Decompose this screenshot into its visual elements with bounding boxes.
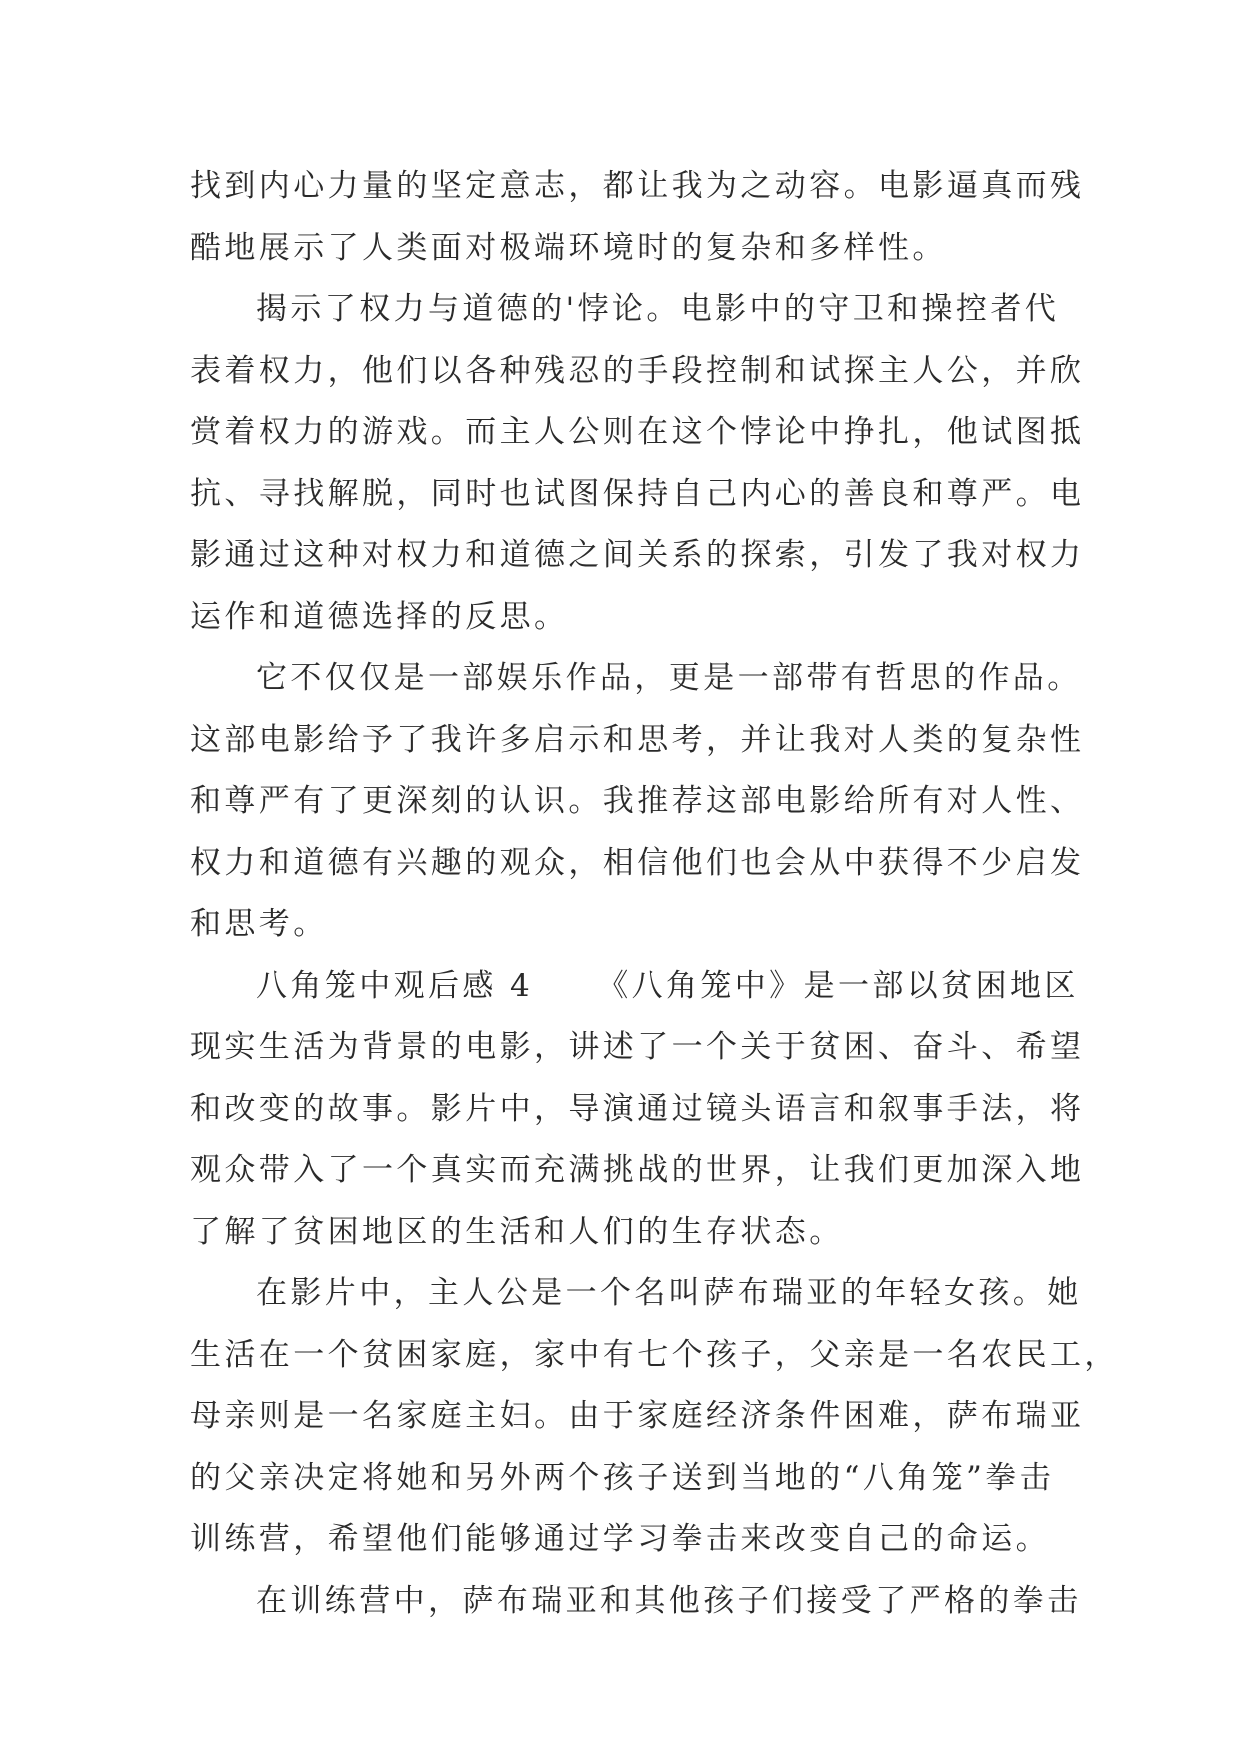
section-heading-rest: 《八角笼中》是一部以贫困地区: [597, 967, 1079, 1004]
text-line: 和尊严有了更深刻的认识。我推荐这部电影给所有对人性、: [190, 783, 1085, 819]
text-line: 在训练营中，萨布瑞亚和其他孩子们接受了严格的拳击: [256, 1582, 1082, 1619]
text-line: 这部电影给予了我许多启示和思考，并让我对人类的复杂性: [190, 721, 1085, 758]
text-line: 抗、寻找解脱，同时也试图保持自己内心的善良和尊严。电: [190, 475, 1085, 512]
text-line: 影通过这种对权力和道德之间关系的探索，引发了我对权力: [190, 537, 1085, 573]
text-line: 生活在一个贫困家庭，家中有七个孩子，父亲是一名农民工，: [190, 1336, 1119, 1373]
text-line: 表着权力，他们以各种残忍的手段控制和试探主人公，并欣: [190, 352, 1085, 389]
section-heading: 八角笼中观后感 4: [256, 967, 534, 1004]
text-line: 和思考。: [190, 906, 328, 942]
text-line: 权力和道德有兴趣的观众，相信他们也会从中获得不少启发: [190, 844, 1085, 881]
text-line: 运作和道德选择的反思。: [190, 598, 569, 635]
text-line: 找到内心力量的坚定意志，都让我为之动容。电影逼真而残: [190, 168, 1085, 204]
text-line: 赏着权力的游戏。而主人公则在这个悖论中挣扎，他试图抵: [190, 414, 1085, 450]
text-line: 酷地展示了人类面对极端环境时的复杂和多样性。: [190, 229, 947, 266]
text-line: 观众带入了一个真实而充满挑战的世界，让我们更加深入地: [190, 1152, 1085, 1188]
text-line: 和改变的故事。影片中，导演通过镜头语言和叙事手法，将: [190, 1090, 1085, 1127]
text-line: 训练营，希望他们能够通过学习拳击来改变自己的命运。: [190, 1521, 1050, 1557]
text-line: 的父亲决定将她和另外两个孩子送到当地的“八角笼”拳击: [190, 1459, 1055, 1496]
text-line: 母亲则是一名家庭主妇。由于家庭经济条件困难，萨布瑞亚: [190, 1398, 1085, 1434]
text-line: 揭示了权力与道德的'悖论。电影中的守卫和操控者代: [256, 291, 1060, 327]
text-line: 了解了贫困地区的生活和人们的生存状态。: [190, 1213, 844, 1250]
text-line: 它不仅仅是一部娱乐作品，更是一部带有哲思的作品。: [256, 660, 1082, 696]
text-line: 在影片中，主人公是一个名叫萨布瑞亚的年轻女孩。她: [256, 1275, 1082, 1311]
text-line: 现实生活为背景的电影，讲述了一个关于贫困、奋斗、希望: [190, 1029, 1085, 1065]
section-heading-line: [190, 956, 1079, 1018]
document-body: [190, 156, 1119, 1632]
